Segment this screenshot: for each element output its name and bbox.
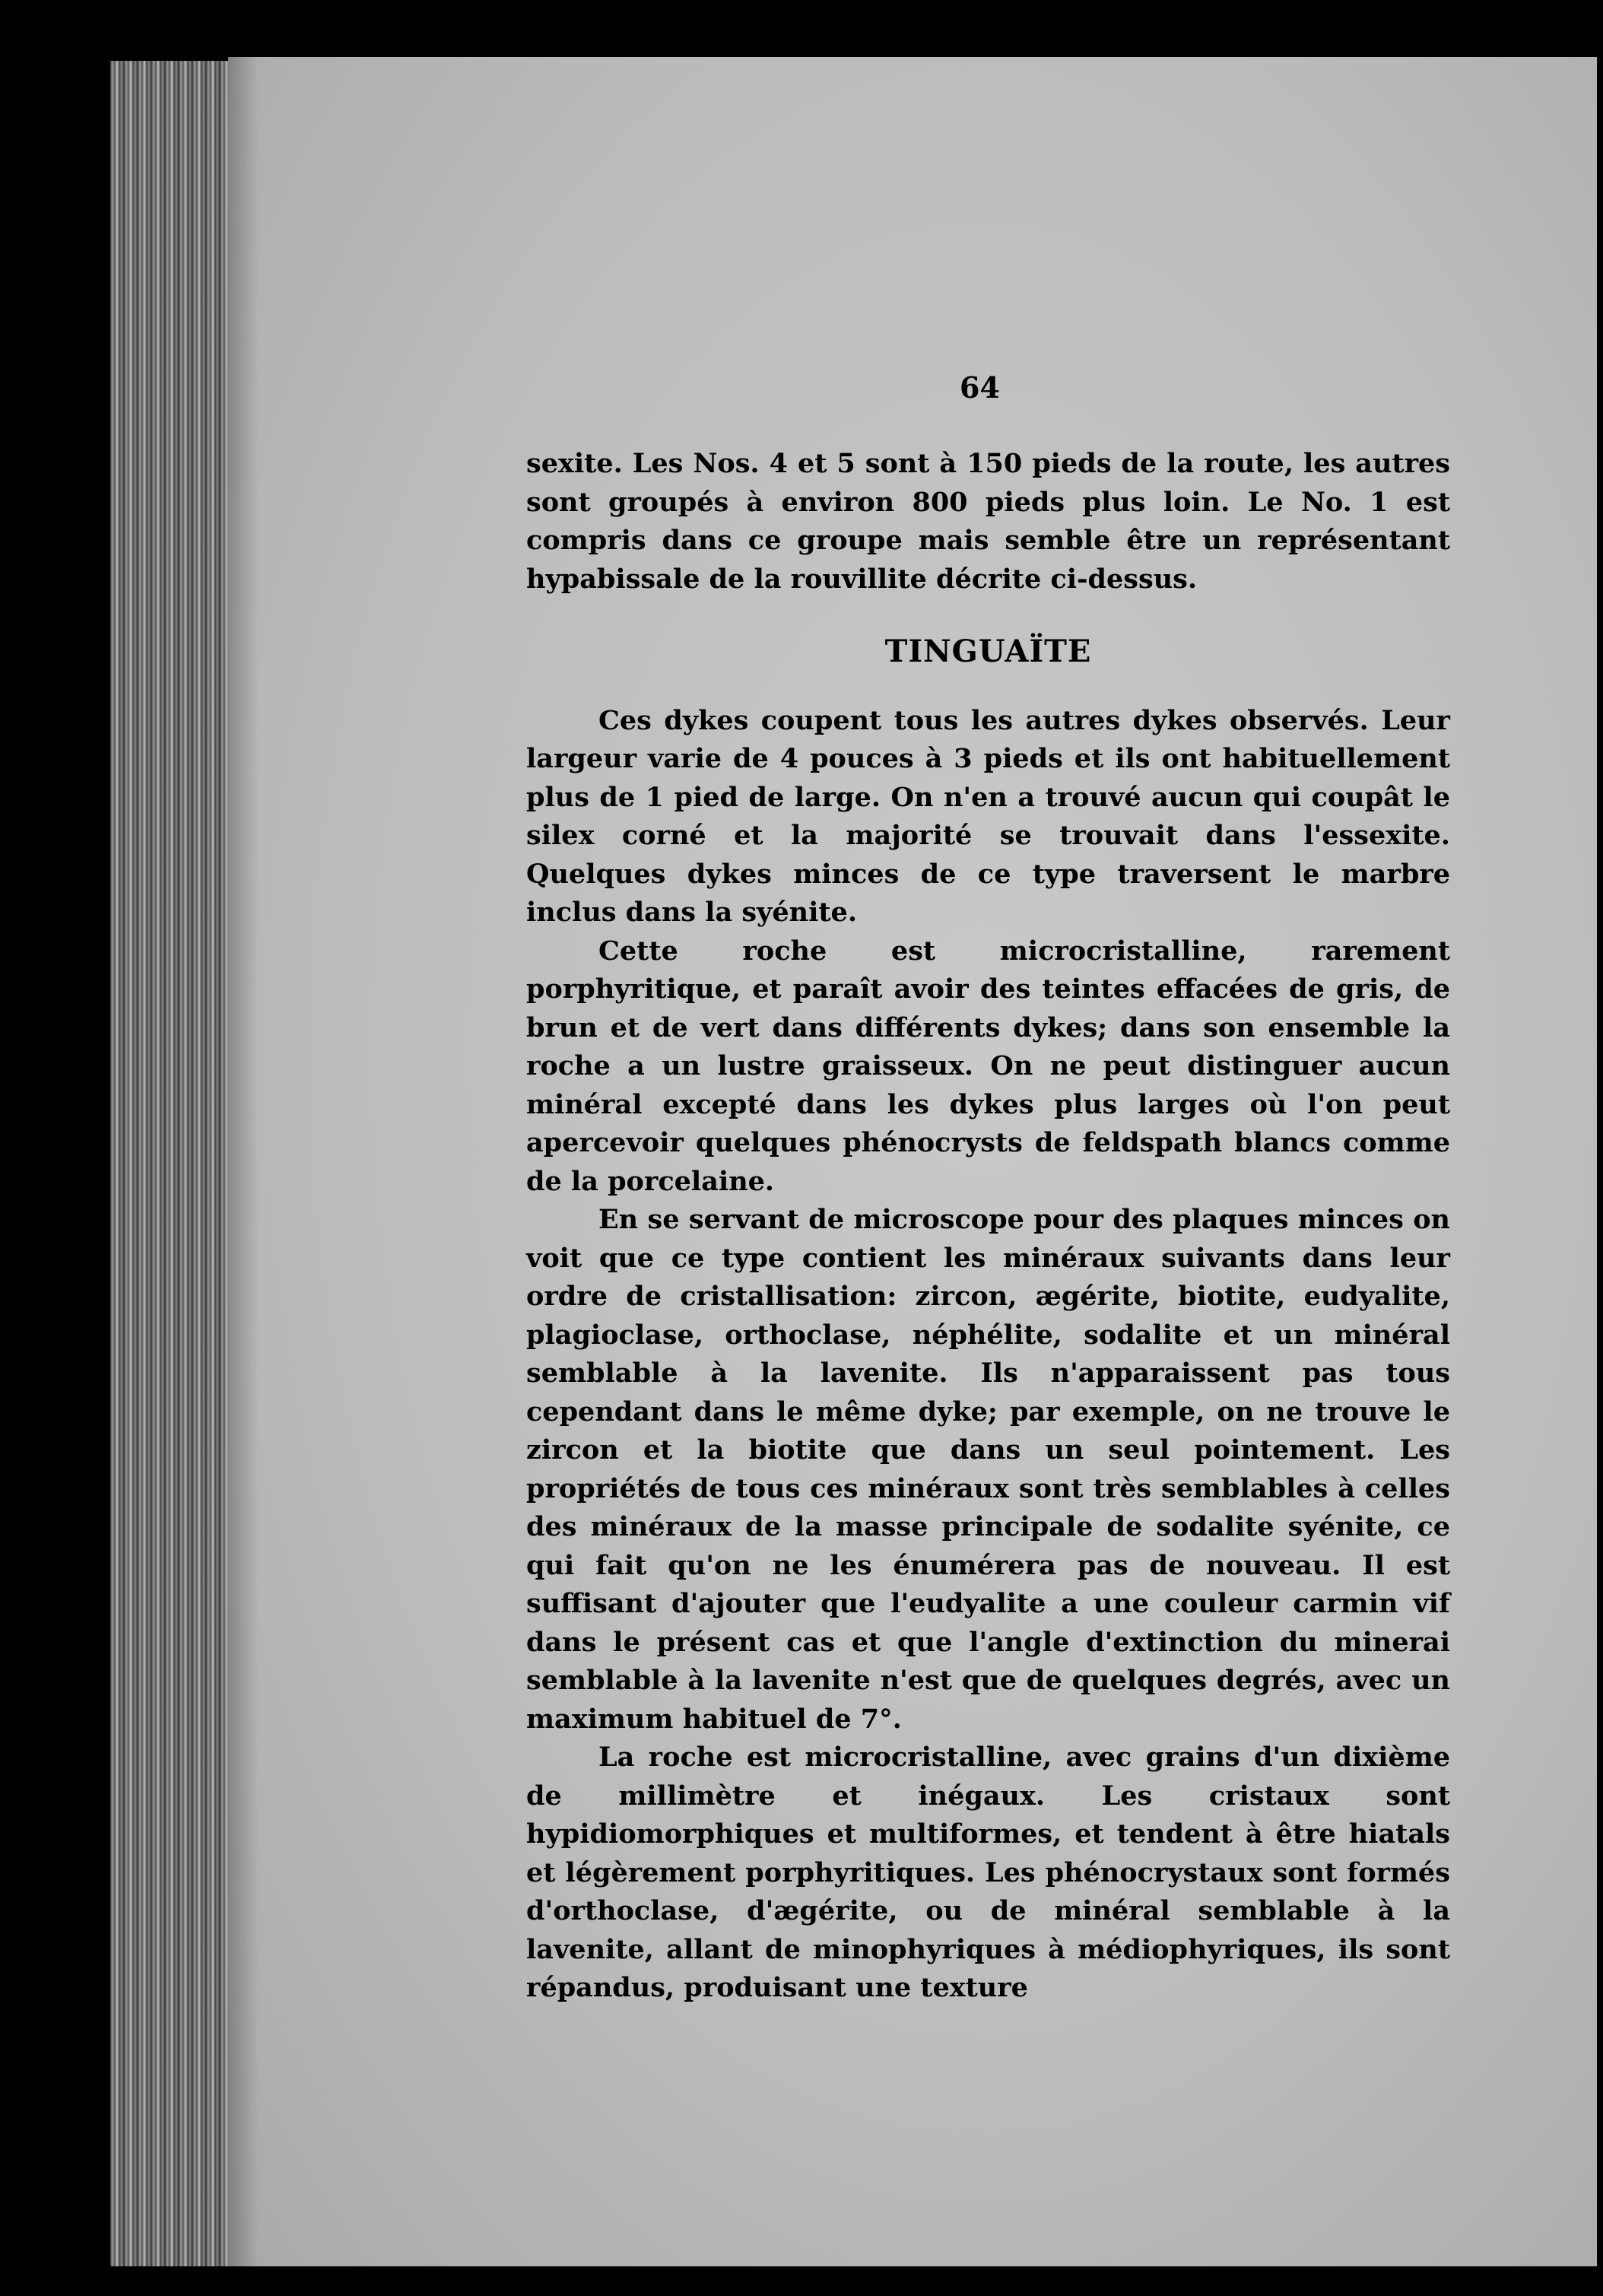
paragraph-appearance: Cette roche est microcristalline, rarement porphyritique, et paraît avoir des teintes effacées de gris, de brun et de vert dans différents dykes; dans son ensemble la roche a un lustre graisseux. On ne peut distinguer aucun minéral excepté dans les dykes plus larges où l'on peut apercevoir quelques phénocrysts de feldspath blancs comme de la porcelaine. bbox=[526, 935, 1450, 1197]
intro-paragraph: sexite. Les Nos. 4 et 5 sont à 150 pieds de la route, les autres sont groupés à environ 800 pieds plus loin. Le No. 1 est compris dans ce groupe mais semble être un représentant hypabissale de la rouvillite décrite ci-dessus. bbox=[526, 448, 1450, 595]
page-number: 64 bbox=[960, 370, 1000, 405]
paragraph-dykes: Ces dykes coupent tous les autres dykes observés. Leur largeur varie de 4 pouces à 3 pieds et ils ont habituellement plus de 1 pied de large. On n'en a trouvé aucun qui coupât le silex corné et la majorité se trouvait dans l'essexite. Quelques dykes minces de ce type traversent le marbre inclus dans la syénite. bbox=[526, 704, 1450, 928]
page-gutter-shadow bbox=[228, 57, 259, 2266]
page-text bbox=[526, 445, 1450, 2008]
section-heading: TINGUAÏTE bbox=[884, 634, 1092, 669]
paragraph-microscope: En se servant de microscope pour des plaques minces on voit que ce type contient les minéraux suivants dans leur ordre de cristallisation: zircon, ægérite, biotite, eudyalite, plagioclase, orthoclase, néphélite, sodalite et un minéral semblable à la lavenite. Ils n'apparaissent pas tous cependant dans le même dyke; par exemple, on ne trouve le zircon et la biotite que dans un seul pointement. Les propriétés de tous ces minéraux sont très semblables à celles des minéraux de la masse principale de sodalite syénite, ce qui fait qu'on ne les énumérera pas de nouveau. Il est suffisant d'ajouter que l'eudyalite a une couleur carmin vif dans le présent cas et que l'angle d'extinction du minerai semblable à la lavenite n'est que de quelques degrés, avec un maximum habituel de 7°. bbox=[526, 1204, 1450, 1735]
paragraph-texture: La roche est microcristalline, avec grains d'un dixième de millimètre et inégaux. Les cristaux sont hypidiomorphiques et multiformes, et tendent à être hiatals et légèrement porphyritiques. Les phénocrystaux sont formés d'orthoclase, d'ægérite, ou de minéral semblable à la lavenite, allant de minophyriques à médiophyriques, ils sont répandus, produisant une texture bbox=[526, 1742, 1450, 2003]
